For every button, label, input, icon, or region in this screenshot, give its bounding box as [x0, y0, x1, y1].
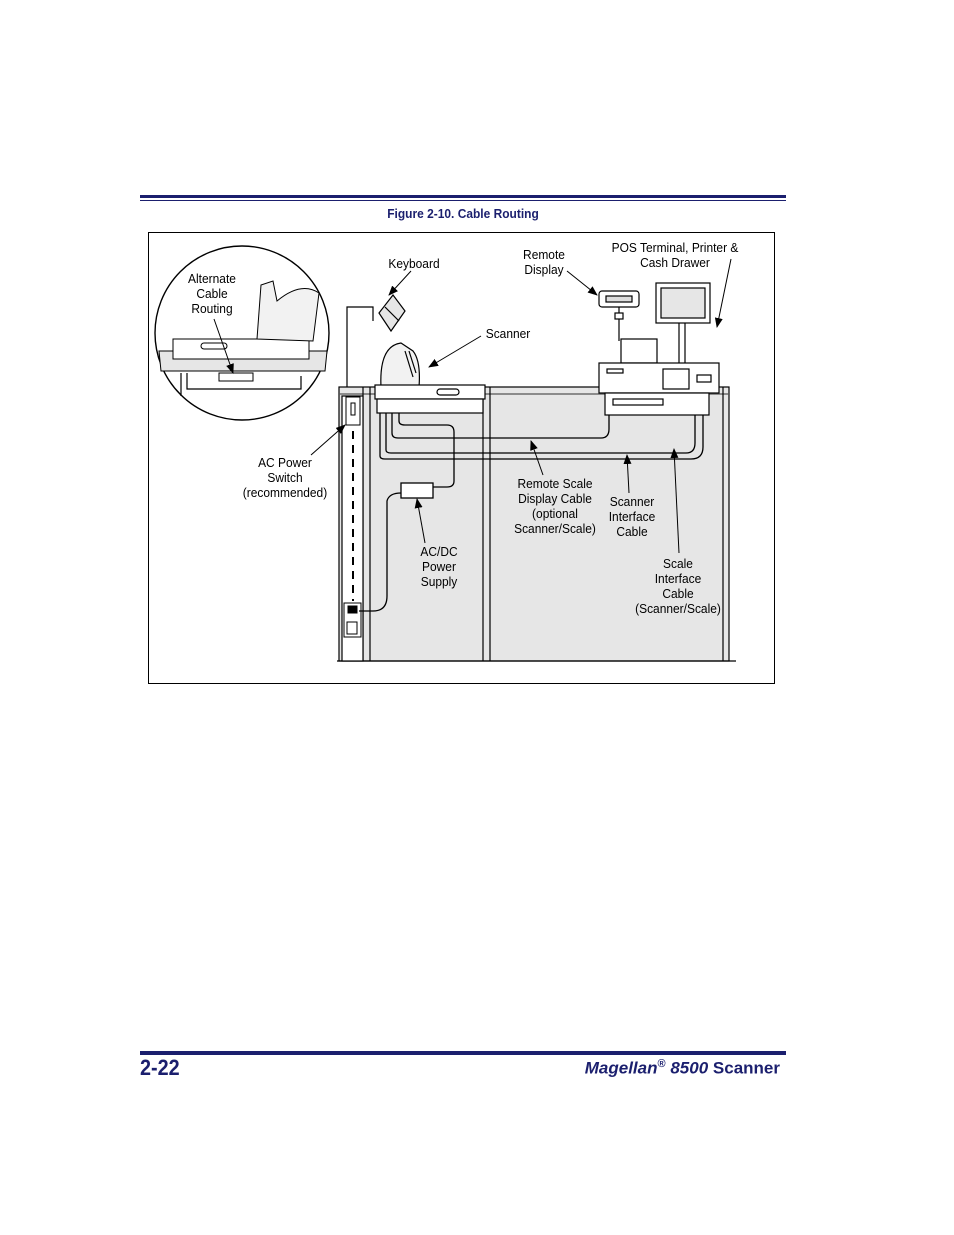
- product-name: Magellan: [584, 1058, 658, 1078]
- product-suffix: Scanner: [712, 1058, 780, 1078]
- product-model: 8500: [670, 1058, 709, 1078]
- ac-power-switch: [346, 397, 360, 425]
- label-scanner-interface-cable: Scanner Interface Cable: [608, 494, 656, 539]
- label-ac-dc-power-supply: AC/DC Power Supply: [420, 544, 458, 589]
- label-ac-power-switch: AC Power Switch (recommended): [242, 455, 328, 500]
- figure-caption: Figure 2-10. Cable Routing: [387, 206, 539, 221]
- scanner-device: [375, 343, 485, 413]
- footer-product-title: [585, 1058, 780, 1079]
- footer-rule: [140, 1051, 786, 1055]
- label-remote-display: Remote Display: [523, 247, 565, 277]
- page-number: 2-22: [140, 1055, 180, 1080]
- label-keyboard: Keyboard: [388, 256, 440, 271]
- registered-mark: ®: [657, 1058, 666, 1070]
- label-alternate-cable-routing: Alternate Cable Routing: [188, 271, 236, 316]
- header-rule: [140, 195, 786, 203]
- figure-cable-routing: [148, 232, 775, 684]
- label-pos-terminal: POS Terminal, Printer & Cash Drawer: [611, 240, 739, 270]
- label-scale-interface-cable: Scale Interface Cable (Scanner/Scale): [635, 556, 721, 616]
- label-remote-scale-display-cable: Remote Scale Display Cable (optional Scanner/Scale): [514, 476, 596, 536]
- power-outlet: [344, 603, 361, 637]
- label-scanner: Scanner: [485, 326, 531, 341]
- remote-display-device: [599, 291, 639, 341]
